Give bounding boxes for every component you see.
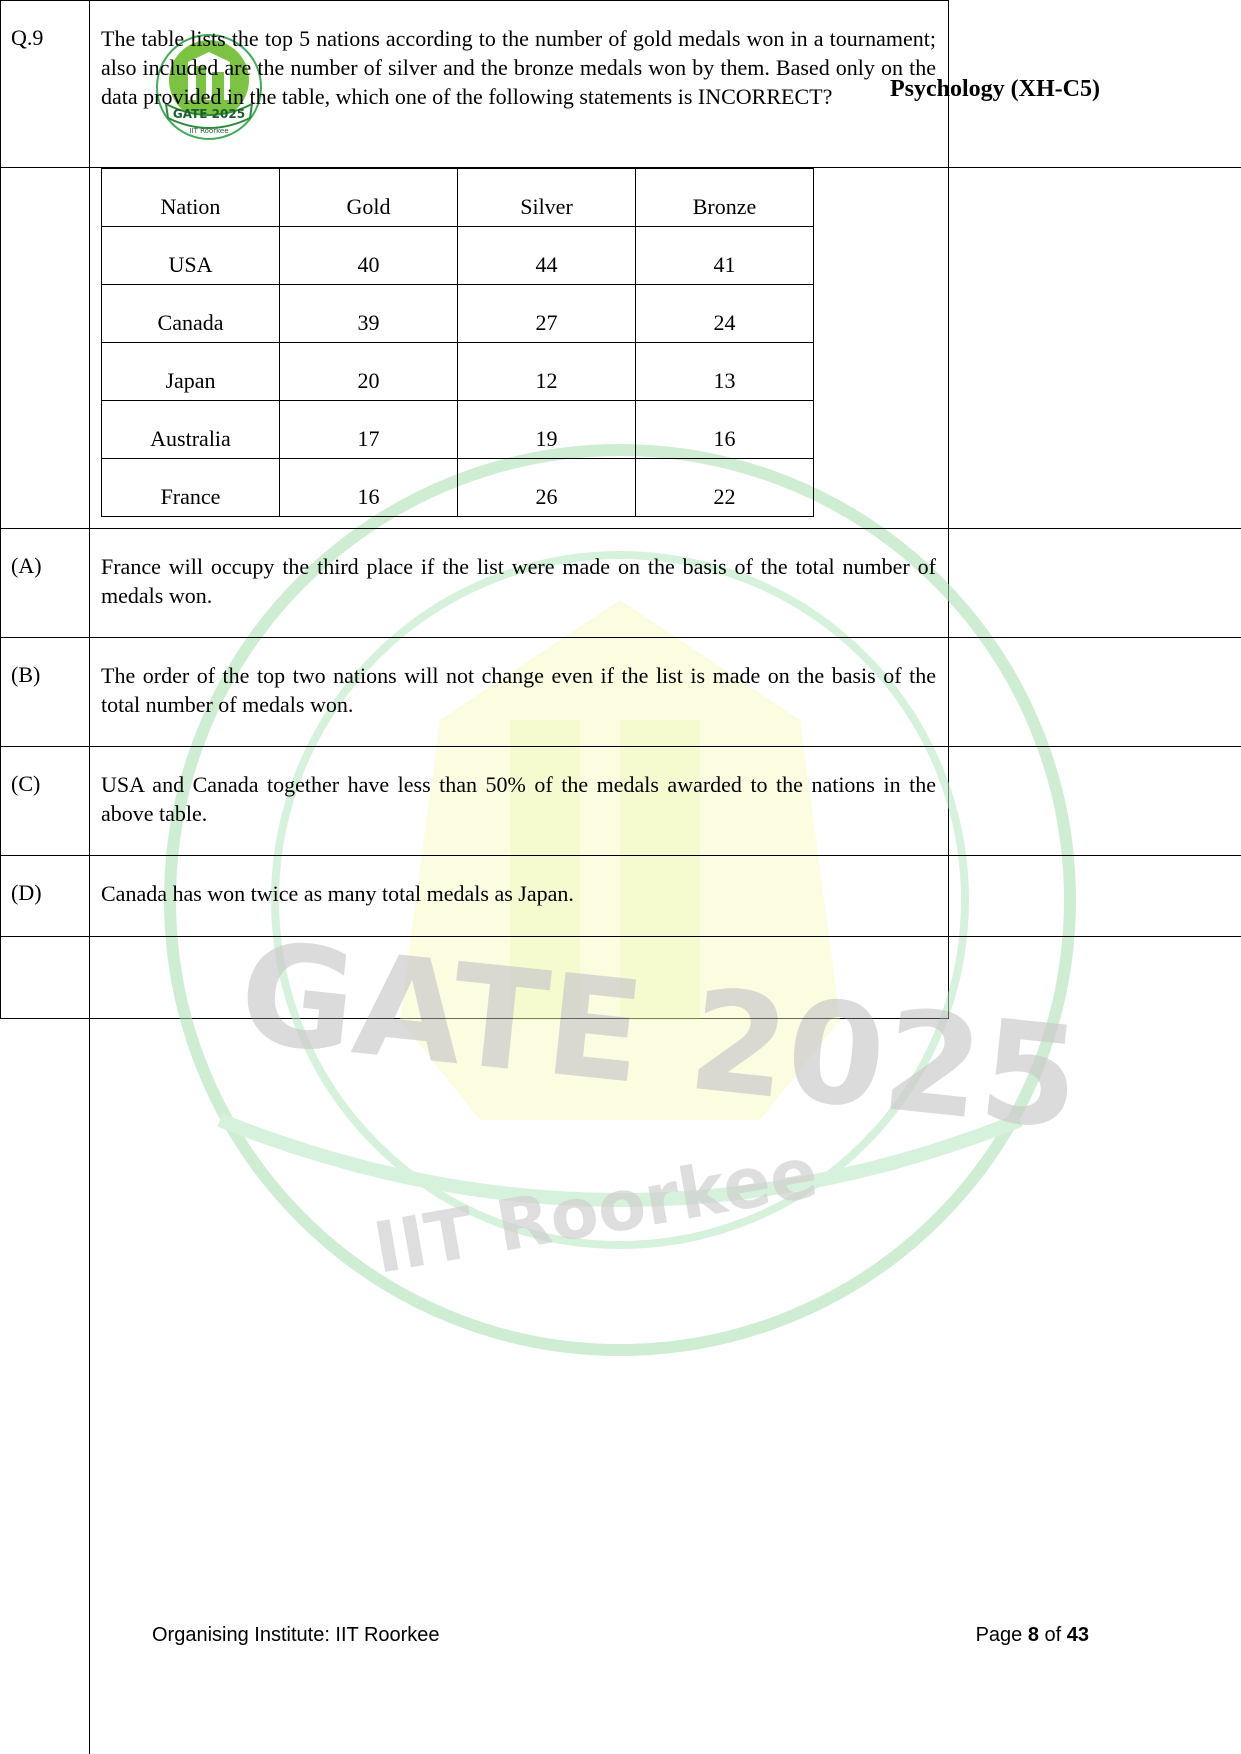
row-divider [0, 637, 1241, 638]
row-divider [0, 936, 1241, 937]
option-d-text: Canada has won twice as many total medals as Japan. [101, 881, 574, 906]
table-cell: France [102, 459, 280, 517]
option-b-label: (B) [11, 662, 41, 687]
table-cell: 44 [458, 227, 636, 285]
table-cell: 16 [280, 459, 458, 517]
table-row [102, 227, 814, 285]
row-divider [0, 855, 1241, 856]
row-divider [0, 528, 1241, 529]
page-separator: of [1038, 1624, 1067, 1646]
option-c-label: (C) [11, 771, 41, 796]
table-row [102, 343, 814, 401]
page-current: 8 [1027, 1624, 1039, 1646]
table-cell: 17 [280, 401, 458, 459]
table-cell: 22 [636, 459, 814, 517]
table-cell: 40 [280, 227, 458, 285]
table-header-row [102, 169, 814, 227]
subject-title: Psychology (XH-C5) [890, 76, 1100, 102]
page-prefix: Page [975, 1624, 1028, 1646]
option-a-label: (A) [11, 553, 42, 578]
header-silver: Silver [458, 169, 636, 227]
option-c-text: USA and Canada together have less than 50% of the medals awarded to the nations in the above table. [101, 772, 936, 826]
column-divider [89, 0, 90, 1754]
header-bronze: Bronze [636, 169, 814, 227]
table-cell: Japan [102, 343, 280, 401]
table-cell: 12 [458, 343, 636, 401]
table-cell: 39 [280, 285, 458, 343]
table-cell: 27 [458, 285, 636, 343]
table-cell: 26 [458, 459, 636, 517]
table-cell: 13 [636, 343, 814, 401]
question-frame [0, 0, 949, 1019]
table-cell: 20 [280, 343, 458, 401]
table-cell: 19 [458, 401, 636, 459]
page-total: 43 [1066, 1624, 1089, 1646]
option-a-text: France will occupy the third place if the list were made on the basis of the total number of medals won. [101, 554, 936, 608]
table-cell: Canada [102, 285, 280, 343]
table-row [102, 285, 814, 343]
table-cell: 41 [636, 227, 814, 285]
logo-subtext: IIT Roorkee [189, 127, 229, 135]
footer-institute: Organising Institute: IIT Roorkee [152, 1624, 440, 1646]
logo-text: GATE 2025 [172, 107, 246, 121]
question-number: Q.9 [11, 25, 44, 50]
header-nation: Nation [102, 169, 280, 227]
question-text: The table lists the top 5 nations according to the number of gold medals won in a tournament; also included are the number of silver and the bronze medals won by them. Based only on the data provided in the table, which one of the following statements is INCORRECT? [101, 26, 936, 109]
watermark-title: GATE 2025 [232, 911, 1087, 1162]
table-cell: USA [102, 227, 280, 285]
medals-table [101, 168, 814, 517]
page-number [976, 1624, 1089, 1647]
table-row [102, 459, 814, 517]
row-divider [0, 746, 1241, 747]
watermark-subtitle: IIT Roorkee [367, 1131, 824, 1290]
header-gold: Gold [280, 169, 458, 227]
option-d-label: (D) [11, 880, 42, 905]
table-cell: 16 [636, 401, 814, 459]
option-b-text: The order of the top two nations will not change even if the list is made on the basis of the total number of medals won. [101, 663, 936, 717]
table-cell: 24 [636, 285, 814, 343]
table-cell: Australia [102, 401, 280, 459]
table-row [102, 401, 814, 459]
